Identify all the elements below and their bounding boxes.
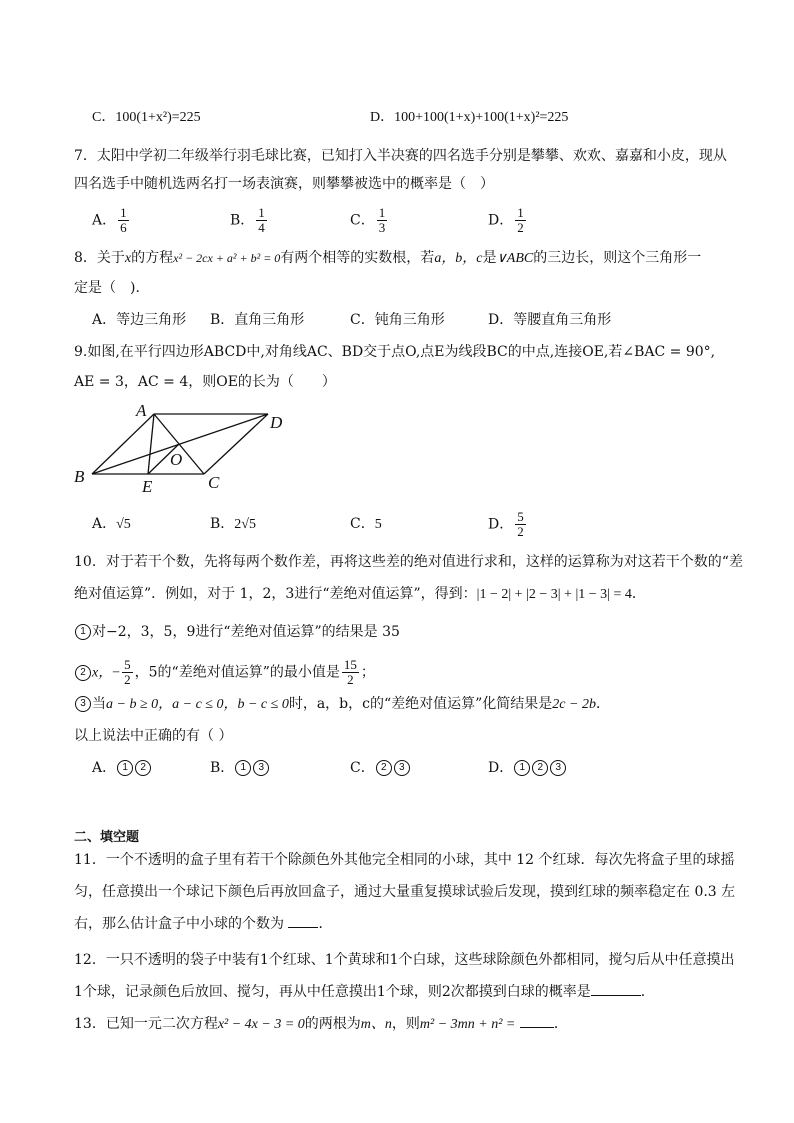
q7-option-c: C． $\frac{1}{3}$ — [350, 205, 386, 235]
q10-option-c: C． 2 3 — [350, 758, 411, 778]
vertex-label-d: D — [270, 413, 283, 432]
q9-option-a: A．√5 — [92, 516, 131, 532]
point-label-o: O — [170, 450, 183, 469]
parallelogram-figure — [70, 398, 300, 498]
q9-option-c: C．5 — [350, 516, 382, 532]
q13-line: 13．已知一元二次方程x² − 4x − 3 = 0的两根为m、n，则m² − 3mn + n² = ． — [74, 1016, 568, 1032]
q10-option-d: D． 1 2 3 — [488, 758, 567, 778]
q8-option-d: D．等腰直角三角形 — [488, 312, 612, 328]
q9-option-d: D． $\frac{5}{2}$ — [488, 509, 524, 539]
q9-line2: AE = 3，AC = 4，则OE的长为（ ） — [74, 374, 336, 390]
q7-option-a: A． $\frac{1}{6}$ — [92, 205, 127, 235]
q6-option-d: D．100+100(1+x)+100(1+x)²=225 — [370, 110, 569, 125]
q11-line2: 匀，任意摸出一个球记下颜色后再放回盒子，通过大量重复摸球试验后发现，摸到红球的频率稳定在 0.3 左 — [74, 884, 736, 900]
q10-item3: 3 当a − b ≥ 0，a − c ≤ 0，b − c ≤ 0时，a，b，c的“差绝对值运算”化简结果是2c − 2b． — [74, 694, 610, 715]
q12-line2: 1个球，记录颜色后放回、搅匀，再从中任意摸出1个球，则2次都摸到白球的概率是 ． — [74, 984, 655, 1000]
q8-option-a: A．等边三角形 — [92, 312, 187, 328]
q7-option-b: B． $\frac{1}{4}$ — [230, 205, 265, 235]
q12-answer-blank[interactable] — [591, 983, 641, 996]
vertex-label-b: B — [74, 467, 85, 486]
q9-option-b: B．2√5 — [210, 516, 256, 532]
q12-line1: 12．一只不透明的袋子中装有1个红球、1个黄球和1个白球，这些球除颜色外都相同，搅匀后从中任意摸出 — [74, 952, 735, 968]
q7-line2: 四名选手中随机选两名打一场表演赛，则攀攀被选中的概率是（ ） — [74, 176, 494, 192]
q10-line1: 10．对于若干个数，先将每两个数作差，再将这些差的绝对值进行求和，这样的运算称为对这若干个数的“差 — [74, 554, 743, 570]
q10-conclusion: 以上说法中正确的有（ ） — [74, 728, 233, 744]
q8-line2: 定是（ ). — [74, 280, 140, 296]
q8-option-b: B．直角三角形 — [210, 312, 305, 328]
q10-option-a: A． 1 2 — [92, 758, 152, 778]
q6-option-c: C．100(1+x²)=225 — [92, 110, 201, 125]
q8-option-c: C．钝角三角形 — [350, 312, 445, 328]
q10-option-b: B． 1 3 — [210, 758, 270, 778]
q10-item1: 1 对−2，3，5，9进行“差绝对值运算”的结果是 35 — [74, 622, 400, 642]
q13-answer-blank[interactable] — [520, 1015, 554, 1028]
q10-item2: 2 x，− $\frac{5}{2}$ ，5的“差绝对值运算”的最小值是 $\frac{15}{2}$ ； — [74, 658, 375, 687]
q11-line3: 右，那么估计盒子中小球的个数为 ． — [74, 916, 333, 932]
q11-line1: 11．一个不透明的盒子里有若干个除颜色外其他完全相同的小球，其中 12 个红球．每次先将盒子里的球摇 — [74, 852, 735, 868]
section-title-fill-in: 二、填空题 — [74, 830, 140, 845]
vertex-label-a: A — [136, 401, 147, 420]
q7-option-d: D． $\frac{1}{2}$ — [488, 205, 524, 235]
q7-line1: 7．太阳中学初二年级举行羽毛球比赛，已知打入半决赛的四名选手分别是攀攀、欢欢、嘉嘉和小皮，现从 — [74, 148, 727, 164]
q8-line1: 8．关于x的方程x² − 2cx + a² + b² = 0有两个相等的实数根，若a，b，c是∨ABC的三边长，则这个三角形一 — [74, 250, 702, 266]
q11-answer-blank[interactable] — [288, 915, 318, 928]
q9-line1: 9.如图,在平行四边形ABCD中,对角线AC、BD交于点O,点E为线段BC的中点,连接OE,若∠BAC = 90°, — [74, 344, 716, 360]
point-label-e: E — [142, 477, 153, 496]
vertex-label-c: C — [208, 473, 220, 492]
q10-line2: 绝对值运算”．例如，对于 1，2，3进行“差绝对值运算”，得到：|1 − 2| + |2 − 3| + |1 − 3| = 4． — [74, 586, 646, 602]
